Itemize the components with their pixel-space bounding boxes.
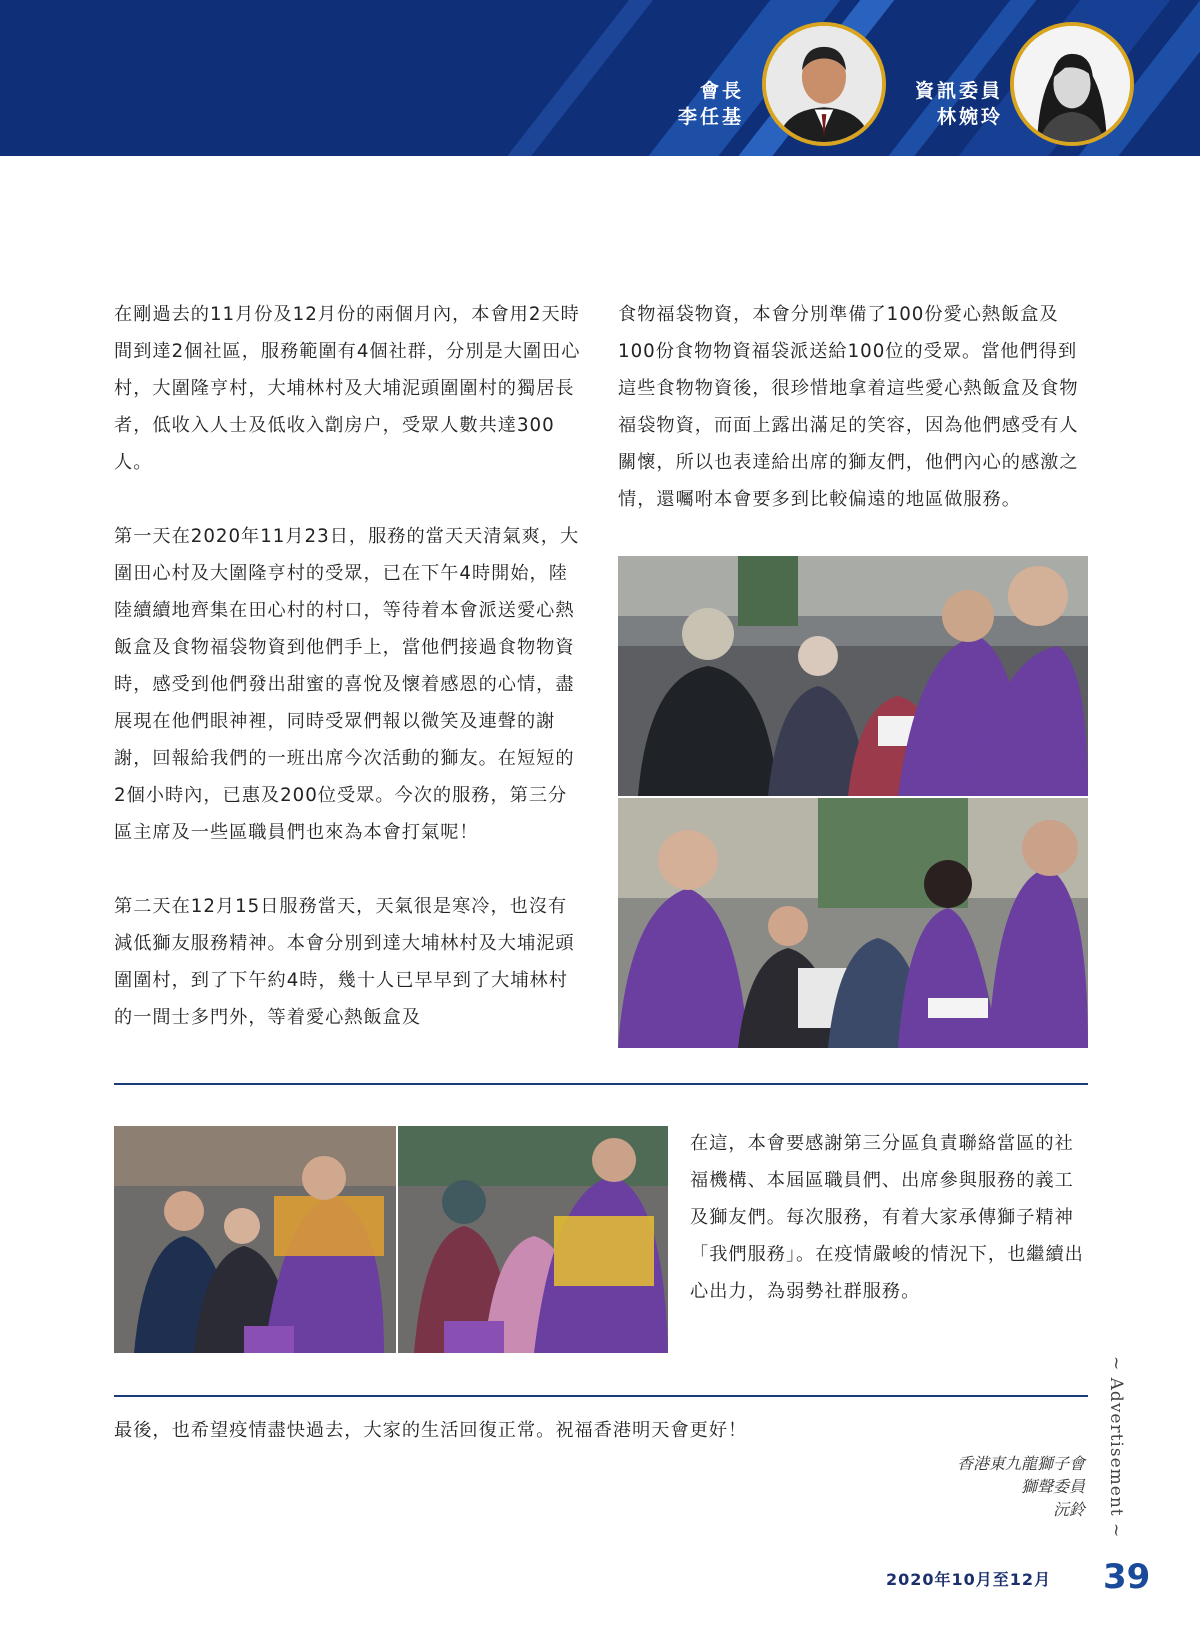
issue-date: 2020年10月至12月 xyxy=(886,1570,1052,1589)
event-photo-food-handout-2 xyxy=(618,798,1088,1048)
info-officer-caption xyxy=(895,78,1003,130)
article-right-column xyxy=(618,296,1088,518)
advertisement-side-label: ~ Advertisement ~ xyxy=(1106,1356,1126,1539)
closing-paragraph: 最後，也希望疫情盡快過去，大家的生活回復正常。祝福香港明天會更好！ xyxy=(114,1420,748,1441)
signature-club: 香港東九龍獅子會 xyxy=(956,1454,1085,1473)
signature-title: 獅聲委員 xyxy=(1020,1477,1085,1496)
president-name: 李任基 xyxy=(677,106,744,128)
section-divider xyxy=(114,1083,1088,1085)
article-paragraph: 第二天在12月15日服務當天，天氣很是寒冷，也沒有減低獅友服務精神。本會分別到達大埔林村及大埔泥頭圍圍村，到了下午約4時，幾十人已早早到了大埔林村的一間士多門外，等着愛心熱飯盒及 xyxy=(114,896,575,1028)
event-photo-food-handout-1 xyxy=(618,556,1088,796)
page-number: 39 xyxy=(1103,1557,1151,1597)
closing-line xyxy=(114,1412,1088,1449)
president-portrait xyxy=(762,22,886,146)
signature-block xyxy=(957,1452,1085,1521)
article-left-column xyxy=(114,296,586,1036)
info-officer-portrait xyxy=(1010,22,1134,146)
signature-author: 沅鈴 xyxy=(1052,1500,1085,1519)
thanks-paragraph: 在這，本會要感謝第三分區負責聯絡當區的社福機構、本屆區職員們、出席參與服務的義工及獅友們。每次服務，有着大家承傳獅子精神「我們服務」。在疫情嚴峻的情況下，也繼續出心出力，為弱勢社群服務。 xyxy=(690,1133,1084,1302)
article-paragraph: 在剛過去的11月份及12月份的兩個月內，本會用2天時間到達2個社區，服務範圍有4個社群，分別是大圍田心村，大圍隆亨村，大埔林村及大埔泥頭圍圍村的獨居長者，低收入人士及低收入劏房户，受眾人數共達300人。 xyxy=(114,304,581,473)
article-paragraph: 第一天在2020年11月23日，服務的當天天清氣爽，大圍田心村及大圍隆亨村的受眾，已在下午4時開始，陸陸續續地齊集在田心村的村口，等待着本會派送愛心熱飯盒及食物福袋物資到他們手上，當他們接過食物物資時，感受到他們發出甜蜜的喜悅及懷着感恩的心情，盡展現在他們眼神裡，同時受眾們報以微笑及連聲的謝謝，回報給我們的一班出席今次活動的獅友。在短短的2個小時內，已惠及200位受眾。今次的服務，第三分區主席及一些區職員們也來為本會打氣呢！ xyxy=(114,526,580,843)
section-divider xyxy=(114,1395,1088,1397)
event-photo-collage xyxy=(114,1126,668,1353)
thanks-column xyxy=(690,1125,1088,1310)
info-officer-role: 資訊委員 xyxy=(914,80,1003,102)
header-banner xyxy=(0,0,1200,156)
article-paragraph: 食物福袋物資，本會分別準備了100份愛心熱飯盒及100份食物物資福袋派送給100位的受眾。當他們得到這些食物物資後，很珍惜地拿着這些愛心熱飯盒及食物福袋物資，而面上露出滿足的笑容，因為他們感受有人關懷，所以也表達給出席的獅友們，他們內心的感激之情，還囑咐本會要多到比較偏遠的地區做服務。 xyxy=(618,304,1079,510)
president-caption xyxy=(660,78,744,130)
president-role: 會長 xyxy=(699,80,744,102)
info-officer-name: 林婉玲 xyxy=(936,106,1003,128)
